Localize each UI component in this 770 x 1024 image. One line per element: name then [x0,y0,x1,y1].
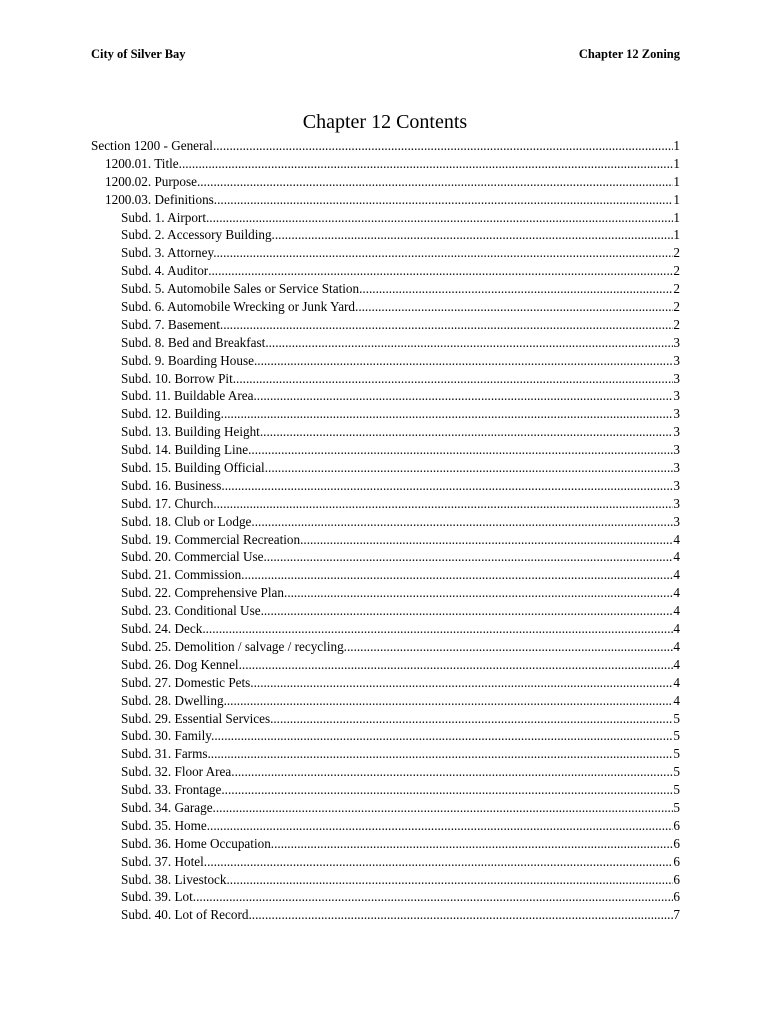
toc-entry-label: Subd. 2. Accessory Building. [121,227,275,243]
toc-entry-page-number: 1 [673,155,680,171]
toc-dot-leader [355,298,673,316]
toc-dot-leader [225,477,674,495]
toc-entry-page-number: 3 [673,424,680,440]
toc-dot-leader [208,262,673,280]
table-of-contents [91,137,680,924]
toc-dot-leader [207,853,673,871]
toc-entry-label: Subd. 5. Automobile Sales or Service Station. [121,281,363,297]
toc-entry-page-number: 5 [673,710,680,726]
toc-entry-page-number: 2 [673,281,680,297]
toc-dot-leader [213,495,673,513]
toc-entry-page-number: 4 [673,531,680,547]
toc-entry-page-number: 6 [673,817,680,833]
toc-dot-leader [236,370,673,388]
toc-entry[interactable] [91,280,680,298]
toc-entry-page-number: 1 [673,227,680,243]
toc-entry[interactable] [91,209,680,227]
toc-entry[interactable] [91,710,680,728]
toc-entry-page-number: 3 [673,388,680,404]
toc-entry-label: Subd. 30. Family. [121,728,215,744]
toc-entry[interactable] [91,835,680,853]
toc-entry[interactable] [91,602,680,620]
toc-entry-page-number: 3 [673,513,680,529]
toc-dot-leader [227,692,674,710]
toc-entry-page-number: 5 [673,764,680,780]
toc-entry[interactable] [91,137,680,155]
toc-entry-label: Subd. 14. Building Line. [121,442,252,458]
toc-entry[interactable] [91,781,680,799]
toc-dot-leader [197,173,673,191]
toc-entry-label: Subd. 32. Floor Area. [121,764,235,780]
toc-entry-page-number: 7 [673,907,680,923]
toc-entry-label: Section 1200 - General [91,138,213,153]
toc-entry-label: 1200.03. Definitions [105,191,214,207]
toc-dot-leader [255,513,674,531]
toc-entry-label: Subd. 18. Club or Lodge. [121,513,255,529]
toc-entry-page-number: 3 [673,460,680,476]
toc-dot-leader [220,316,674,334]
toc-entry-label: Subd. 12. Building. [121,406,224,422]
toc-entry-label: Subd. 26. Dog Kennel. [121,656,242,672]
toc-entry-page-number: 6 [673,835,680,851]
toc-entry-page-number: 3 [673,477,680,493]
toc-entry[interactable] [91,370,680,388]
toc-dot-leader [257,352,673,370]
toc-entry-page-number: 1 [673,191,680,207]
toc-dot-leader [303,531,673,549]
toc-entry-label: Subd. 24. Deck. [121,621,206,637]
toc-entry[interactable] [91,298,680,316]
toc-entry[interactable] [91,548,680,566]
toc-entry-label: Subd. 17. Church [121,495,214,511]
toc-entry-page-number: 5 [673,746,680,762]
toc-entry-label: Subd. 11. Buildable Area. [121,388,257,404]
toc-entry-page-number: 6 [673,889,680,905]
toc-entry-label: Subd. 10. Borrow Pit. [121,370,237,386]
toc-dot-leader [182,155,673,173]
toc-dot-leader [287,584,673,602]
toc-entry-page-number: 3 [673,442,680,458]
toc-entry[interactable] [91,191,680,209]
toc-entry[interactable] [91,513,680,531]
toc-entry-page-number: 4 [673,656,680,672]
toc-entry[interactable] [91,477,680,495]
page-title: Chapter 12 Contents [302,111,468,133]
toc-entry-label: Subd. 16. Business. [121,477,225,493]
toc-entry-label: Subd. 9. Boarding House. [121,352,258,368]
toc-entry[interactable] [91,405,680,423]
toc-entry-label: Subd. 6. Automobile Wrecking or Junk Yard [121,299,356,315]
toc-entry-page-number: 5 [673,728,680,744]
toc-dot-leader [254,674,674,692]
toc-dot-leader [362,280,673,298]
toc-dot-leader [214,727,673,745]
toc-dot-leader [235,763,674,781]
toc-entry-label: Subd. 8. Bed and Breakfast [121,334,266,350]
toc-entry[interactable] [91,656,680,674]
toc-entry-page-number: 1 [673,138,680,153]
toc-dot-leader [264,602,674,620]
toc-dot-leader [225,781,674,799]
toc-entry-page-number: 4 [673,674,680,690]
toc-entry[interactable] [91,352,680,370]
toc-entry-label: 1200.01. Title. [105,155,182,171]
toc-entry-label: Subd. 25. Demolition / salvage / recycling. [121,638,347,654]
toc-entry-page-number: 4 [673,638,680,654]
toc-entry[interactable] [91,334,680,352]
toc-entry-label: Subd. 13. Building Height. [121,424,264,440]
toc-entry[interactable] [91,906,680,924]
toc-entry-label: Subd. 15. Building Official [121,460,265,476]
toc-entry-page-number: 3 [673,352,680,368]
toc-dot-leader [206,209,673,227]
toc-entry[interactable] [91,566,680,584]
toc-entry-label: Subd. 33. Frontage. [121,782,225,798]
toc-entry[interactable] [91,531,680,549]
toc-dot-leader [216,799,674,817]
toc-dot-leader [257,387,674,405]
toc-entry-page-number: 3 [673,495,680,511]
toc-entry-page-number: 2 [673,299,680,315]
toc-entry-label: Subd. 35. Home [121,817,207,833]
toc-entry[interactable] [91,853,680,871]
toc-entry-page-number: 1 [673,209,680,225]
toc-entry[interactable] [91,674,680,692]
toc-dot-leader [206,620,674,638]
toc-dot-leader [275,226,674,244]
toc-entry-page-number: 4 [673,603,680,619]
toc-dot-leader [214,191,674,209]
toc-entry-label: Subd. 22. Comprehensive Plan. [121,585,288,601]
toc-dot-leader [227,871,674,889]
toc-entry-label: Subd. 36. Home Occupation. [121,835,275,851]
toc-entry-page-number: 6 [673,871,680,887]
toc-entry-page-number: 4 [673,692,680,708]
toc-entry[interactable] [91,387,680,405]
toc-entry-label: Subd. 23. Conditional Use. [121,603,264,619]
toc-entry[interactable] [91,871,680,889]
toc-entry[interactable] [91,727,680,745]
toc-entry-page-number: 3 [673,370,680,386]
toc-entry[interactable] [91,459,680,477]
toc-dot-leader [274,835,673,853]
toc-dot-leader [207,817,674,835]
toc-entry[interactable] [91,584,680,602]
toc-dot-leader [273,710,673,728]
toc-entry-label: Subd. 21. Commission. [121,567,245,583]
toc-entry-label: 1200.02. Purpose [105,173,197,189]
toc-entry-label: Subd. 37. Hotel. [121,853,208,869]
toc-entry-label: Subd. 38. Livestock [121,871,227,887]
toc-entry-label: Subd. 19. Commercial Recreation. [121,531,304,547]
toc-entry-page-number: 5 [673,782,680,798]
toc-entry-page-number: 6 [673,853,680,869]
toc-dot-leader [211,745,674,763]
toc-dot-leader [244,566,673,584]
toc-dot-leader [252,906,674,924]
toc-entry-page-number: 4 [673,621,680,637]
toc-entry[interactable] [91,423,680,441]
toc-entry[interactable] [91,262,680,280]
toc-entry-label: Subd. 31. Farms. [121,746,211,762]
toc-entry-label: Subd. 20. Commercial Use. [121,549,267,565]
toc-dot-leader [196,888,673,906]
toc-entry-page-number: 1 [673,173,680,189]
toc-entry[interactable] [91,173,680,191]
toc-entry-label: Subd. 3. Attorney. [121,245,217,261]
toc-entry[interactable] [91,817,680,835]
toc-entry-label: Subd. 40. Lot of Record. [121,907,252,923]
toc-dot-leader [251,441,673,459]
toc-dot-leader [265,459,674,477]
toc-entry-page-number: 3 [673,334,680,350]
toc-entry-label: Subd. 29. Essential Services. [121,710,274,726]
toc-entry-page-number: 2 [673,245,680,261]
toc-entry-label: Subd. 34. Garage. [121,799,216,815]
header-city-name: City of Silver Bay [91,47,186,61]
toc-entry[interactable] [91,316,680,334]
toc-entry[interactable] [91,495,680,513]
toc-dot-leader [242,656,674,674]
toc-entry-page-number: 3 [673,406,680,422]
toc-entry[interactable] [91,155,680,173]
toc-dot-leader [265,334,673,352]
toc-entry-label: Subd. 28. Dwelling. [121,692,227,708]
toc-entry[interactable] [91,763,680,781]
toc-entry-page-number: 4 [673,549,680,565]
toc-entry-label: Subd. 7. Basement [121,316,220,332]
toc-entry[interactable] [91,244,680,262]
toc-dot-leader [263,423,673,441]
toc-dot-leader [213,137,673,155]
toc-entry-page-number: 4 [673,585,680,601]
toc-entry-label: Subd. 39. Lot. [121,889,197,905]
toc-entry[interactable] [91,799,680,817]
toc-entry-page-number: 5 [673,799,680,815]
toc-entry[interactable] [91,888,680,906]
toc-dot-leader [224,405,673,423]
toc-entry[interactable] [91,638,680,656]
toc-dot-leader [217,244,674,262]
toc-entry-page-number: 2 [673,263,680,279]
toc-dot-leader [267,548,674,566]
toc-entry[interactable] [91,226,680,244]
toc-dot-leader [347,638,673,656]
toc-entry[interactable] [91,745,680,763]
toc-entry-label: Subd. 1. Airport [121,209,206,225]
toc-entry[interactable] [91,620,680,638]
toc-entry-page-number: 4 [673,567,680,583]
header-chapter-name: Chapter 12 Zoning [578,47,680,61]
toc-entry[interactable] [91,692,680,710]
toc-entry-label: Subd. 4. Auditor [121,263,209,279]
toc-entry-page-number: 2 [673,316,680,332]
toc-entry-label: Subd. 27. Domestic Pets. [121,674,254,690]
toc-entry[interactable] [91,441,680,459]
